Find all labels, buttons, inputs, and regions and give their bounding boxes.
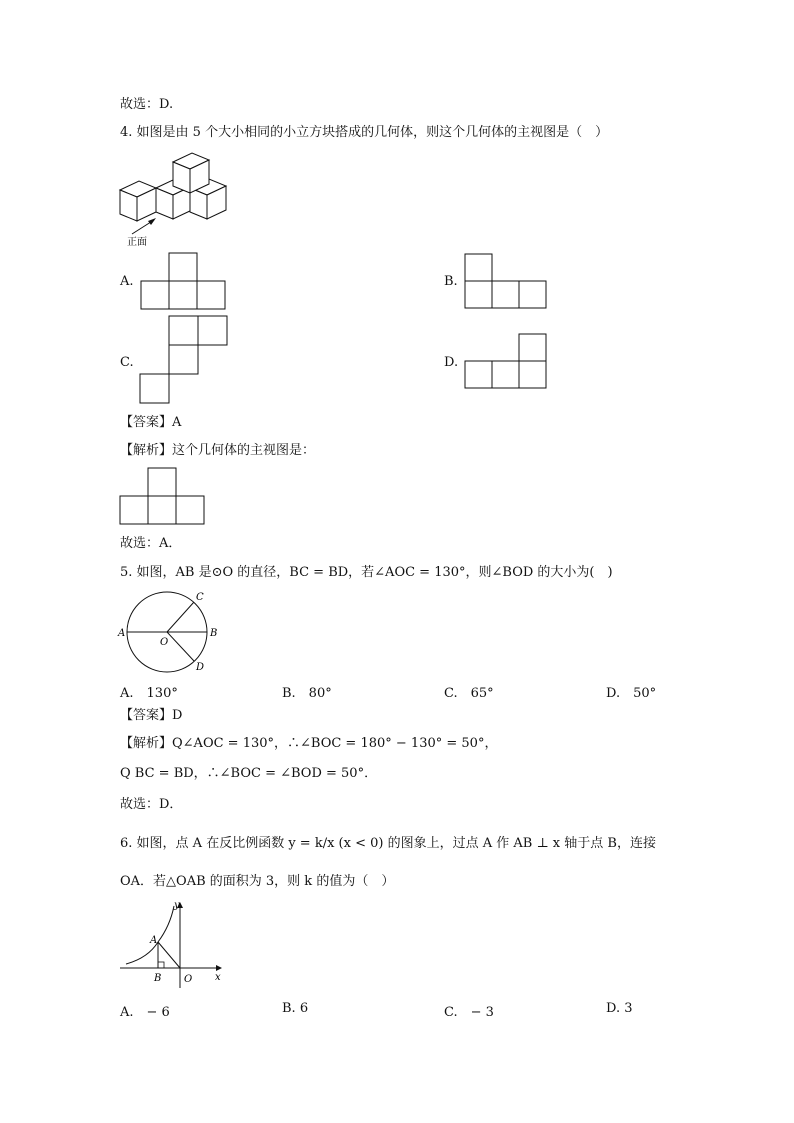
label-y: y [174, 900, 180, 911]
q6-graph-figure [118, 898, 230, 990]
label-o: O [160, 637, 169, 648]
label-a: A [118, 628, 126, 639]
q4-option-d-view [464, 333, 554, 393]
q4-option-a-view [140, 252, 230, 312]
label-d: D [196, 662, 205, 673]
q6-stem-2: OA．若△OAB 的面积为 3，则 k 的值为（ ） [120, 874, 395, 889]
q4-option-b-letter: B. [444, 274, 458, 289]
label-b: B [154, 973, 162, 984]
label-a: A [150, 935, 158, 946]
q5-analysis-1: 【解析】Q∠AOC = 130°，∴∠BOC = 180° − 130° = 50°， [120, 736, 498, 751]
q5-option-c: C. 65° [444, 686, 494, 701]
q4-option-a-letter: A. [120, 274, 134, 289]
q5-analysis-2: Q BC = BD，∴∠BOC = ∠BOD = 50°． [120, 766, 378, 781]
q6-option-d: D. 3 [606, 1001, 633, 1016]
front-label: 正面 [127, 237, 147, 248]
q4-answer: 【答案】A [120, 415, 182, 430]
q4-option-b-view [464, 253, 554, 313]
label-c: C [196, 592, 204, 603]
q5-stem: 5. 如图，AB 是⊙O 的直径，BC = BD，若∠AOC = 130°，则∠BOD 的大小为( ) [120, 565, 613, 580]
label-o: O [184, 974, 193, 985]
q4-stem: 4. 如图是由 5 个大小相同的小立方块搭成的几何体，则这个几何体的主视图是（ ） [120, 125, 609, 140]
q5-select: 故选：D． [120, 797, 183, 812]
q6-option-c: C. − 3 [444, 1005, 494, 1020]
q4-select: 故选：A． [120, 536, 182, 551]
label-x: x [215, 972, 221, 983]
q4-cube-figure [112, 148, 242, 248]
q6-option-b: B. 6 [282, 1001, 309, 1016]
q4-analysis: 【解析】这个几何体的主视图是： [120, 443, 316, 458]
q5-option-a: A. 130° [120, 686, 178, 701]
q3-select: 故选：D. [120, 97, 174, 112]
q6-stem-1: 6. 如图，点 A 在反比例函数 y = k/x (x < 0) 的图象上，过点 A 作 AB ⊥ x 轴于点 B，连接 [120, 836, 656, 851]
label-b: B [210, 628, 218, 639]
q4-option-d-letter: D. [444, 355, 459, 370]
q5-circle-figure [115, 588, 225, 676]
q5-option-d: D. 50° [606, 686, 657, 701]
q6-option-a: A. − 6 [120, 1005, 170, 1020]
q4-option-c-view [139, 315, 231, 407]
q4-option-c-letter: C. [120, 355, 134, 370]
q5-answer: 【答案】D [120, 708, 183, 723]
q4-analysis-view [119, 467, 209, 527]
q5-option-b: B. 80° [282, 686, 332, 701]
